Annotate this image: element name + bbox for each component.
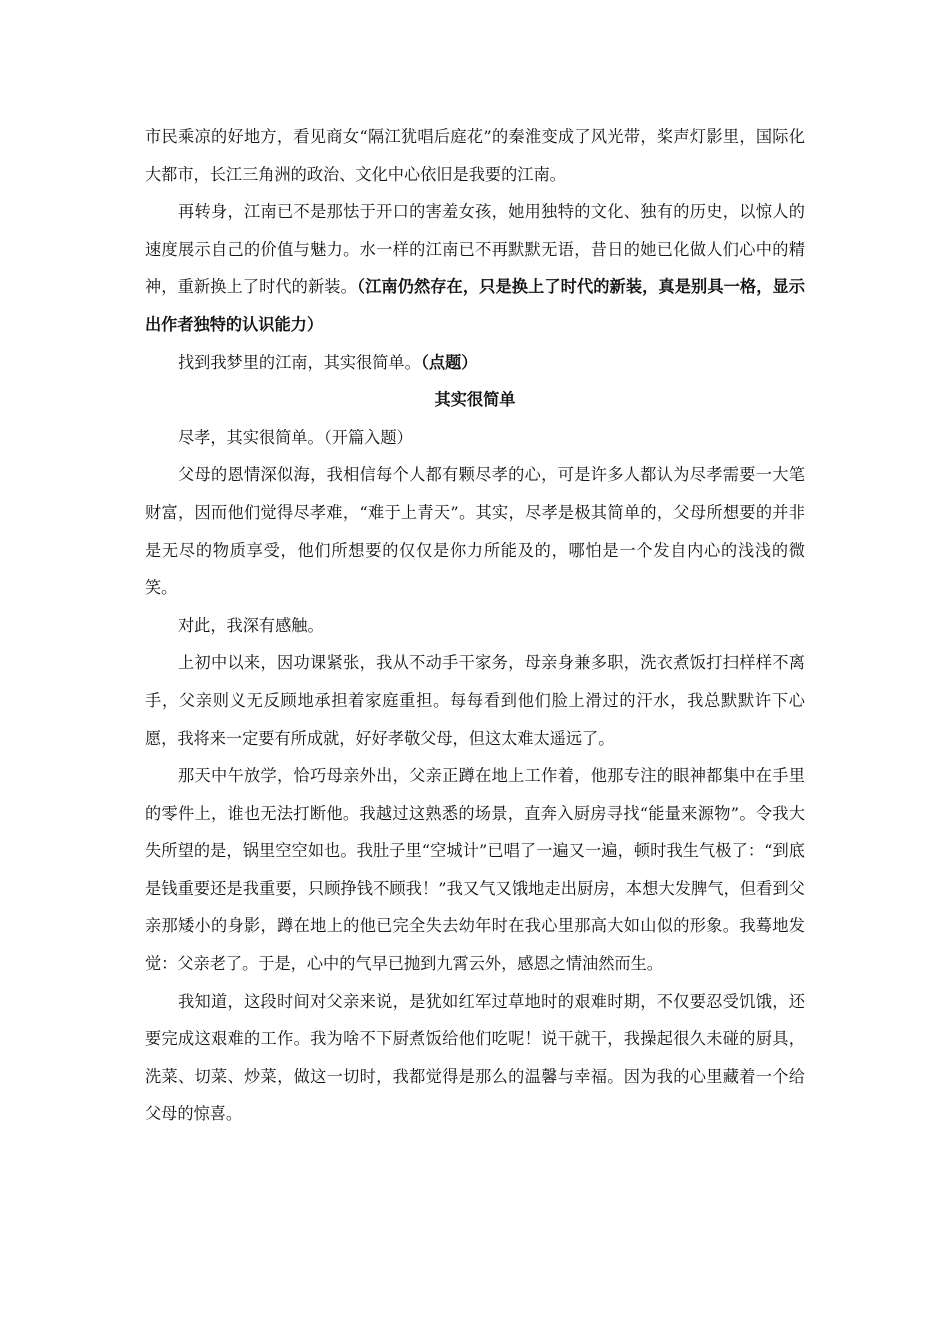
text-run: 找到我梦里的江南，其实很简单。	[178, 352, 421, 372]
text-run: 对此，我深有感触。	[178, 615, 324, 635]
paragraph-junior-high	[145, 644, 805, 757]
paragraph-turn-around	[145, 193, 805, 343]
document-body	[145, 118, 805, 1133]
text-run: 父母的恩情深似海，我相信每个人都有颗尽孝的心，可是许多人都认为尽孝需要一大笔财富，因而他们觉得尽孝难，“难于上青天”。其实，尽孝是极其简单的，父母所想要的并非是无尽的物质享受，他们所想要的仅仅是你力所能及的，哪怕是一个发自内心的浅浅的微笑。	[145, 465, 805, 598]
commentary-note: （江南仍然存在，只是换上了时代的新装，真是别具一格，显示出作者独特的认识能力）	[145, 277, 805, 334]
paragraph-feeling	[145, 607, 805, 645]
text-run: 那天中午放学，恰巧母亲外出，父亲正蹲在地上工作着，他那专注的眼神都集中在手里的零件上，谁也无法打断他。我越过这熟悉的场景，直奔入厨房寻找“能量来源物”。令我大失所望的是，锅里空空如也。我肚子里“空城计”已唱了一遍又一遍，顿时我生气极了：“到底是钱重要还是我重要，只顾挣钱不顾我！”我又气又饿地走出厨房，本想大发脾气，但看到父亲那矮小的身影，蹲在地上的他已完全失去幼年时在我心里那高大如山似的形象。我蓦地发觉：父亲老了。于是，心中的气早已抛到九霄云外，感恩之情油然而生。	[145, 766, 805, 974]
paragraph-that-noon	[145, 757, 805, 983]
text-run: 市民乘凉的好地方，看见商女“隔江犹唱后庭花”的秦淮变成了风光带，桨声灯影里，国际化大都市，长江三角洲的政治、文化中心依旧是我要的江南。	[145, 127, 805, 184]
essay-title	[145, 381, 805, 419]
commentary-note: （点题）	[420, 352, 478, 372]
paragraph-cooking	[145, 983, 805, 1133]
text-run: 上初中以来，因功课紧张，我从不动手干家务，母亲身兼多职，洗衣煮饭打扫样样不离手，父亲则义无反顾地承担着家庭重担。每每看到他们脸上滑过的汗水，我总默默许下心愿，我将来一定要有所成就，好好孝敬父母，但这太难太遥远了。	[145, 653, 805, 748]
text-run: 尽孝，其实很简单。（开篇入题）	[178, 427, 413, 447]
text-run: 我知道，这段时间对父亲来说，是犹如红军过草地时的艰难时期，不仅要忍受饥饿，还要完成这艰难的工作。我为啥不下厨煮饭给他们吃呢！说干就干，我操起很久未碰的厨具，洗菜、切菜、炒菜，做这一切时，我都觉得是那么的温馨与幸福。因为我的心里藏着一个给父母的惊喜。	[145, 991, 805, 1124]
text-run: 再转身，江南已不是那怯于开口的害羞女孩，她用独特的文化、独有的历史，以惊人的速度展示自己的价值与魅力。水一样的江南已不再默默无语，昔日的她已化做人们心中的精神，重新换上了时代的新装。	[145, 202, 805, 297]
essay-title-text: 其实很简单	[434, 390, 516, 410]
paragraph-opening	[145, 419, 805, 457]
paragraph-qinhuai-continued	[145, 118, 805, 193]
paragraph-parents-kindness	[145, 456, 805, 606]
paragraph-conclusion	[145, 344, 805, 382]
